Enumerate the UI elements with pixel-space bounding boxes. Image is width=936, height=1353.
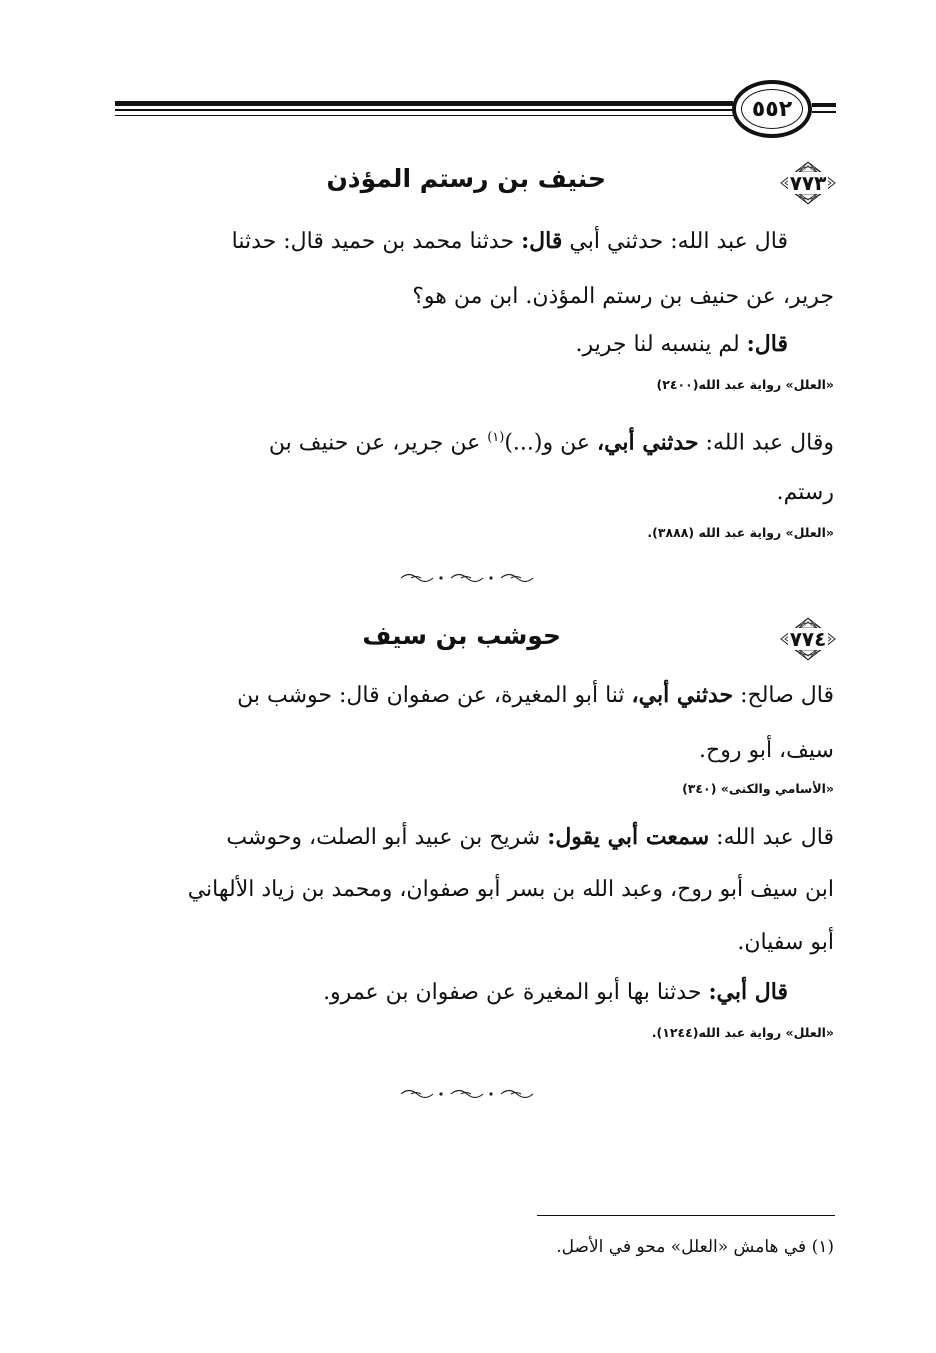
text-line: أبو سفيان.	[737, 930, 834, 955]
header-rule	[115, 109, 733, 111]
page-number-badge	[732, 80, 812, 138]
text-line: قال: لم ينسبه لنا جرير.	[575, 331, 788, 357]
entry-number: ٧٧٤	[789, 627, 827, 651]
divider-ornament-icon	[397, 571, 547, 585]
header-rule	[812, 103, 836, 107]
footnote-marker: (١)	[487, 430, 505, 445]
source-reference: «العلل» رواية عبد الله(١٢٤٤).	[651, 1025, 834, 1040]
text-line: قال صالح: حدثني أبي، ثنا أبو المغيرة، عن صفوان قال: حوشب بن	[237, 682, 834, 708]
footnote	[556, 1232, 834, 1262]
entry-heading: حوشب بن سيف	[362, 621, 561, 650]
text-line: رستم.	[776, 480, 834, 505]
entry-number-badge	[777, 160, 839, 206]
footnote-text: في هامش «العلل» محو في الأصل.	[556, 1237, 807, 1257]
text-line: وقال عبد الله: حدثني أبي، عن و(...)$^{(١)}$ عن جرير، عن حنيف بن	[268, 429, 834, 456]
source-reference: «العلل» رواية عبد الله(٢٤٠٠)	[656, 377, 834, 392]
entry-number: ٧٧٣	[789, 171, 827, 195]
page-number: ٥٥٢	[751, 96, 793, 122]
text-line: ابن سيف أبو روح، وعبد الله بن بسر أبو صفوان، ومحمد بن زياد الألهاني	[187, 877, 834, 902]
footnote-number: (١)	[811, 1237, 834, 1257]
text-line: جرير، عن حنيف بن رستم المؤذن. ابن من هو؟	[412, 284, 834, 309]
divider-ornament-icon	[397, 1087, 547, 1101]
text-line: قال أبي: حدثنا بها أبو المغيرة عن صفوان بن عمرو.	[323, 979, 788, 1005]
text-line: سيف، أبو روح.	[699, 738, 834, 763]
header-rule	[812, 111, 836, 113]
source-reference: «الأسامي والكنى» (٣٤٠)	[682, 781, 834, 796]
text-line: قال عبد الله: سمعت أبي يقول: شريح بن عبيد أبو الصلت، وحوشب	[226, 824, 834, 850]
source-reference: «العلل» رواية عبد الله (٣٨٨٨).	[647, 525, 834, 540]
text-line: قال عبد الله: حدثني أبي قال: حدثنا محمد بن حميد قال: حدثنا	[231, 228, 788, 254]
footnote-rule	[537, 1215, 835, 1216]
entry-number-badge	[777, 616, 839, 662]
header-rule	[115, 101, 733, 106]
entry-heading: حنيف بن رستم المؤذن	[326, 164, 606, 193]
header-rule	[115, 115, 733, 116]
